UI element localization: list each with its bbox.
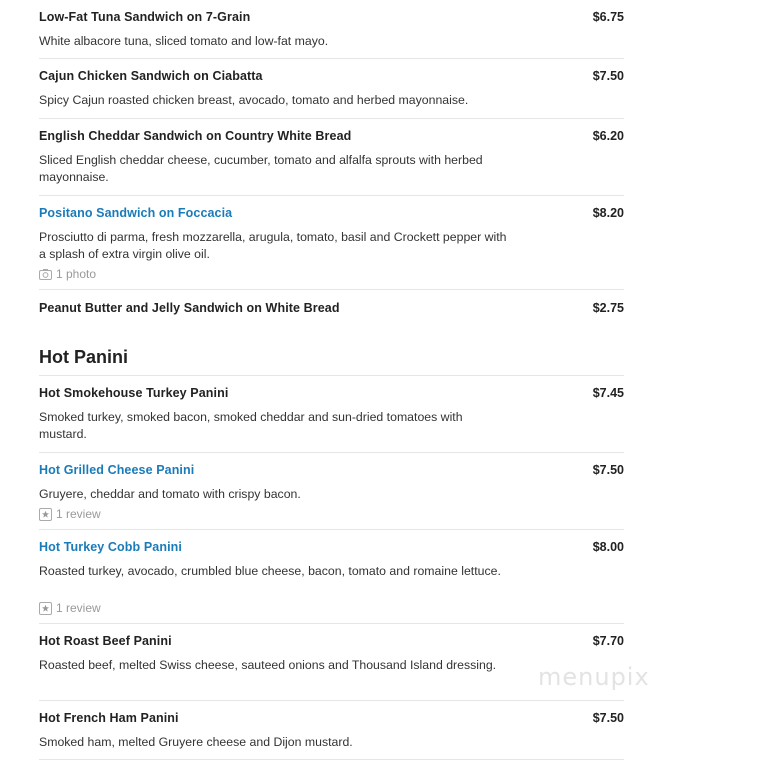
item-price: $8.00 xyxy=(592,540,624,554)
item-price: $2.75 xyxy=(592,301,624,315)
menu-item xyxy=(39,624,624,701)
menu-list xyxy=(39,0,624,760)
item-name-link[interactable]: Hot Turkey Cobb Panini xyxy=(39,540,182,554)
review-star-icon xyxy=(39,508,52,521)
menu-item xyxy=(39,453,624,530)
photo-count-link[interactable] xyxy=(39,267,96,281)
item-description: Roasted turkey, avocado, crumbled blue cheese, bacon, tomato and romaine lettuce. xyxy=(39,564,501,578)
item-price: $6.75 xyxy=(592,10,624,24)
item-description: Prosciutto di parma, fresh mozzarella, arugula, tomato, basil and Crockett pepper with a splash of extra virgin olive oil. xyxy=(39,230,507,261)
review-count-link[interactable] xyxy=(39,507,101,521)
item-name: Peanut Butter and Jelly Sandwich on White Bread xyxy=(39,301,340,315)
review-count-label: 1 review xyxy=(56,601,101,615)
menupix-watermark: menupix xyxy=(538,663,650,691)
item-description: Smoked turkey, smoked bacon, smoked cheddar and sun-dried tomatoes with mustard. xyxy=(39,410,463,441)
item-description: White albacore tuna, sliced tomato and low-fat mayo. xyxy=(39,34,329,48)
item-price: $8.20 xyxy=(592,206,624,220)
menu-item xyxy=(39,0,624,59)
menu-item xyxy=(39,376,624,453)
item-name: Cajun Chicken Sandwich on Ciabatta xyxy=(39,69,263,83)
item-price: $7.45 xyxy=(592,386,624,400)
menu-item xyxy=(39,290,624,330)
menu-item xyxy=(39,59,624,119)
item-price: $7.50 xyxy=(592,69,624,83)
section-header xyxy=(39,330,624,376)
item-name: Hot Smokehouse Turkey Panini xyxy=(39,386,229,400)
menu-item xyxy=(39,196,624,290)
section-title: Hot Panini xyxy=(39,347,128,367)
menu-item xyxy=(39,701,624,760)
item-description: Spicy Cajun roasted chicken breast, avocado, tomato and herbed mayonnaise. xyxy=(39,93,469,107)
camera-icon xyxy=(39,268,52,281)
photo-count-label: 1 photo xyxy=(56,267,97,281)
item-name: Low-Fat Tuna Sandwich on 7-Grain xyxy=(39,10,251,24)
item-description: Smoked ham, melted Gruyere cheese and Dijon mustard. xyxy=(39,735,353,749)
menu-item xyxy=(39,119,624,196)
menu-item xyxy=(39,530,624,624)
item-description: Sliced English cheddar cheese, cucumber, tomato and alfalfa sprouts with herbed mayonnaise. xyxy=(39,153,483,184)
item-name: English Cheddar Sandwich on Country White Bread xyxy=(39,129,352,143)
item-name: Hot Roast Beef Panini xyxy=(39,634,172,648)
review-star-icon xyxy=(39,602,52,615)
item-name-link[interactable]: Positano Sandwich on Foccacia xyxy=(39,206,233,220)
item-price: $7.50 xyxy=(592,711,624,725)
item-price: $6.20 xyxy=(592,129,624,143)
item-name-link[interactable]: Hot Grilled Cheese Panini xyxy=(39,463,195,477)
item-price: $7.70 xyxy=(592,634,624,648)
item-name: Hot French Ham Panini xyxy=(39,711,179,725)
item-description: Roasted beef, melted Swiss cheese, sauteed onions and Thousand Island dressing. xyxy=(39,658,497,672)
item-description: Gruyere, cheddar and tomato with crispy bacon. xyxy=(39,487,301,501)
review-count-label: 1 review xyxy=(56,507,101,521)
item-price: $7.50 xyxy=(592,463,624,477)
review-count-link[interactable] xyxy=(39,601,101,615)
